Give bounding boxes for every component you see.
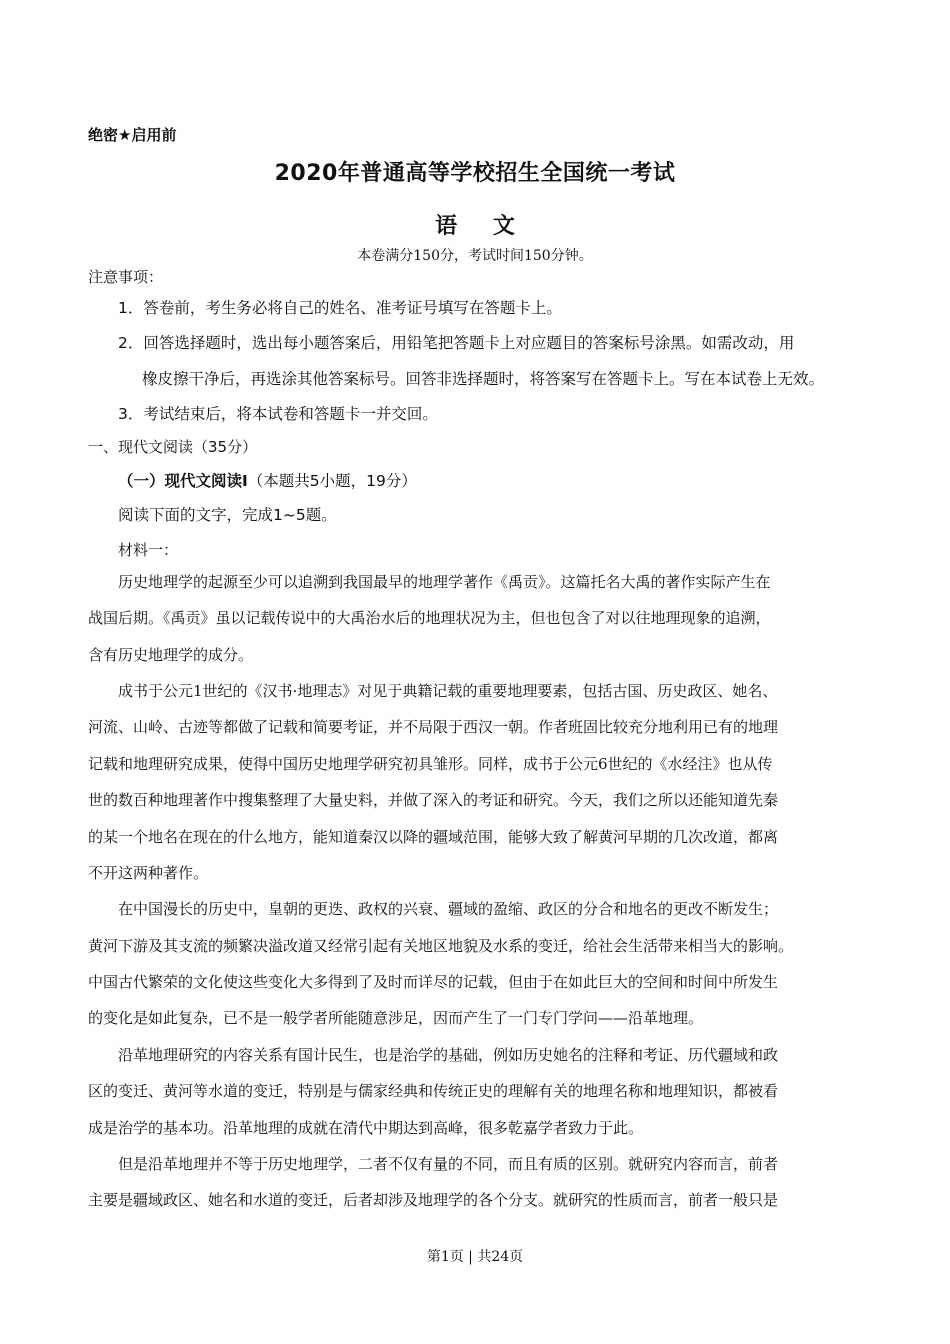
reading-instruction: 阅读下面的文字，完成1~5题。 [118, 506, 337, 524]
passage-line: 主要是疆域政区、她名和水道的变迁，后者却涉及地理学的各个分支。就研究的性质而言，前者一般只是 [88, 1191, 779, 1209]
passage-line: 沿革地理研究的内容关系有国计民生，也是治学的基础，例如历史她名的注释和考证、历代疆域和政 [118, 1046, 779, 1064]
subsection-title [118, 469, 417, 491]
score-note: 本卷满分150分，考试时间150分钟。 [357, 248, 593, 264]
subsection-bold: （一）现代文阅读Ⅰ [118, 472, 248, 490]
passage-line: 成书于公元1世纪的《汉书·地理志》对见于典籍记载的重要地理要素，包括古国、历史政区、她名、 [118, 682, 778, 700]
passage-line: 战国后期。《禹贡》虽以记载传说中的大禹治水后的地理状况为主，但也包含了对以往地理现象的追溯， [88, 609, 771, 627]
secret-mark: 绝密★启用前 [88, 126, 177, 144]
passage-line: 黄河下游及其支流的频繁决溢改道又经常引起有关地区地貌及水系的变迁，给社会生活带来相当大的影响。 [88, 937, 794, 955]
page-footer: 第1页 | 共24页 [426, 1249, 524, 1265]
passage-line: 的变化是如此复杂，已不是一般学者所能随意涉足，因而产生了一门专门学问——沿革地理。 [88, 1009, 704, 1027]
material-label: 材料一： [118, 541, 179, 559]
passage-line: 区的变迁、黄河等水道的变迁，特别是与儒家经典和传统正史的理解有关的地理名称和地理知识，都被看 [88, 1082, 779, 1100]
notice-item-1: 1．答卷前，考生务必将自己的姓名、准考证号填写在答题卡上。 [118, 299, 562, 317]
section-title: 一、现代文阅读（35分） [88, 438, 258, 456]
passage-line: 河流、山岭、古迹等都做了记载和简要考证，并不局限于西汉一朝。作者班固比较充分地利用已有的地理 [88, 718, 779, 736]
passage-line: 中国古代繁荣的文化使这些变化大多得到了及时而详尽的记载，但由于在如此巨大的空间和时间中所发生 [88, 973, 779, 991]
notice-item-2: 2．回答选择题时，选出每小题答案后，用铅笔把答题卡上对应题目的答案标号涂黑。如需改动，用 [118, 334, 795, 352]
passage-line: 含有历史地理学的成分。 [88, 646, 254, 664]
passage-line: 在中国漫长的历史中，皇朝的更迭、政权的兴衰、疆域的盈缩、政区的分合和地名的更改不断发生； [118, 900, 779, 918]
notice-heading: 注意事项： [88, 268, 164, 286]
subsection-rest: （本题共5小题，19分） [247, 472, 417, 490]
passage-line: 记载和地理研究成果，使得中国历史地理学研究初具雏形。同样，成书于公元6世纪的《水经注》也从传 [88, 755, 773, 773]
passage-line: 不开这两种著作。 [88, 864, 209, 882]
notice-item-3: 3．考试结束后，将本试卷和答题卡一并交回。 [118, 405, 438, 423]
passage-line: 但是沿革地理并不等于历史地理学，二者不仅有量的不同，而且有质的区别。就研究内容而言，前者 [118, 1155, 779, 1173]
exam-title: 2020年普通高等学校招生全国统一考试 [274, 161, 676, 186]
subject-title: 语 文 [435, 214, 529, 239]
passage-line: 的某一个地名在现在的什么地方，能知道秦汉以降的疆域范围，能够大致了解黄河早期的几次改道，都离 [88, 828, 779, 846]
passage-line: 成是治学的基本功。沿革地理的成就在清代中期达到高峰，很多乾嘉学者致力于此。 [88, 1119, 644, 1137]
notice-item-2-cont: 橡皮擦干净后，再选涂其他答案标号。回答非选择题时，将答案写在答题卡上。写在本试卷上无效。 [142, 370, 825, 388]
passage-line: 历史地理学的起源至少可以追溯到我国最早的地理学著作《禹贡》。这篇托名大禹的著作实际产生在 [118, 573, 771, 591]
passage-line: 世的数百种地理著作中搜集整理了大量史料，并做了深入的考证和研究。今天，我们之所以还能知道先秦 [88, 791, 779, 809]
